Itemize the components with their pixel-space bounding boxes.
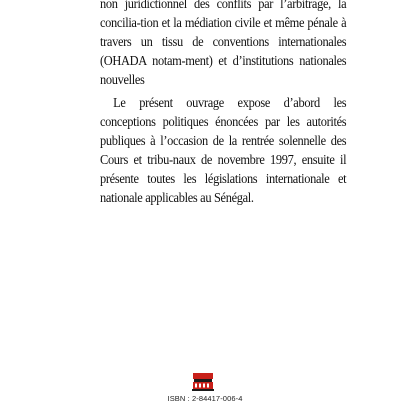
paragraph-summary: Le présent ouvrage expose d’abord les conceptions politiques énoncées par les autorités publiques à l’occasion de la rentrée solennelle des Cours et tribu-naux de novembre 1997, ensuite il présente toutes les législations internationale et nationale applicables au Sénégal. bbox=[100, 95, 347, 205]
paragraph-continued: non juridictionnel des conflits par l’arbitrage, la concilia-tion et la médiation civile et même pénale à travers un tissu de conventions internationales (OHADA notam-ment) et d’institutions nationales nouvelles bbox=[100, 0, 347, 87]
publisher-logo-icon bbox=[191, 371, 215, 393]
isbn-label: ISBN : 2-84417-006-4 bbox=[167, 394, 243, 403]
back-cover-text bbox=[100, 0, 346, 207]
